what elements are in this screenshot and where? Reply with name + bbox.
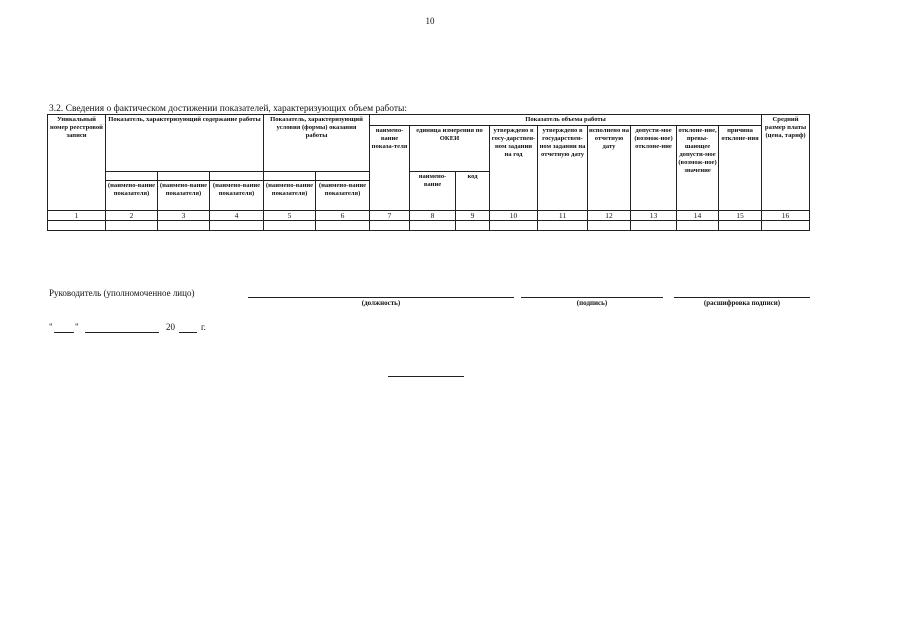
column-number: 10 <box>490 211 538 221</box>
date-year-prefix: 20 <box>166 322 175 332</box>
data-cell[interactable] <box>719 221 762 231</box>
header-allowed-deviation: допусти-мое (возмож-ное) отклоне-ние <box>631 126 677 211</box>
decoding-caption: (расшифровка подписи) <box>703 299 781 307</box>
header-indicator-name: наимено-вание показа-теля <box>370 126 410 211</box>
header-average-fee: Средний размер платы (цена, тариф) <box>762 115 810 211</box>
column-number: 7 <box>370 211 410 221</box>
signature-caption: (подпись) <box>576 299 608 307</box>
header-registry-number: Уникальный номер реестровой записи <box>48 115 106 211</box>
column-number: 9 <box>456 211 490 221</box>
date-year-suffix: г. <box>201 322 206 332</box>
decoding-line[interactable] <box>674 297 810 298</box>
header-sub-indicator: (наимено-вание показателя) <box>106 181 158 211</box>
header-condition-indicator: Показатель, характеризующий условия (формы) оказания работы <box>264 115 370 172</box>
column-number: 2 <box>106 211 158 221</box>
column-number: 16 <box>762 211 810 221</box>
date-open-quote: " <box>49 322 53 332</box>
data-cell[interactable] <box>264 221 316 231</box>
data-cell[interactable] <box>316 221 370 231</box>
header-sub-indicator: (наимено-вание показателя) <box>264 181 316 211</box>
header-executed-date: исполнено на отчетную дату <box>588 126 631 211</box>
header-sub-indicator: (наимено-вание показателя) <box>316 181 370 211</box>
column-number: 5 <box>264 211 316 221</box>
blank-cell <box>210 172 264 181</box>
header-content-indicator: Показатель, характеризующий содержание работы <box>106 115 264 172</box>
data-cell[interactable] <box>588 221 631 231</box>
column-number: 15 <box>719 211 762 221</box>
date-month-line[interactable] <box>85 332 159 333</box>
column-number: 13 <box>631 211 677 221</box>
column-number: 1 <box>48 211 106 221</box>
header-approved-date: утверждено в государствен-ном задании на отчетную дату <box>538 126 588 211</box>
column-number: 3 <box>158 211 210 221</box>
data-cell[interactable] <box>158 221 210 231</box>
data-cell[interactable] <box>410 221 456 231</box>
page-number: 10 <box>425 16 435 26</box>
signature-label: Руководитель (уполномоченное лицо) <box>49 288 195 298</box>
data-cell[interactable] <box>631 221 677 231</box>
date-year-line[interactable] <box>179 332 197 333</box>
section-title: 3.2. Сведения о фактическом достижении показателей, характеризующих объем работы: <box>49 104 408 114</box>
header-sub-indicator: (наимено-вание показателя) <box>210 181 264 211</box>
header-unit-code: код <box>456 172 490 211</box>
header-sub-indicator: (наимено-вание показателя) <box>158 181 210 211</box>
data-cell[interactable] <box>762 221 810 231</box>
data-cell[interactable] <box>106 221 158 231</box>
column-number: 12 <box>588 211 631 221</box>
data-cell[interactable] <box>370 221 410 231</box>
position-caption: (должность) <box>361 299 401 307</box>
table-row <box>48 221 810 231</box>
footnote-rule <box>388 376 464 377</box>
blank-cell <box>316 172 370 181</box>
blank-cell <box>158 172 210 181</box>
date-day-line[interactable] <box>54 332 74 333</box>
date-close-quote: " <box>75 322 79 332</box>
blank-cell <box>264 172 316 181</box>
data-cell[interactable] <box>538 221 588 231</box>
column-number: 4 <box>210 211 264 221</box>
column-number: 11 <box>538 211 588 221</box>
blank-cell <box>106 172 158 181</box>
header-volume-indicator: Показатель объема работы <box>370 115 762 126</box>
column-number: 8 <box>410 211 456 221</box>
column-number: 6 <box>316 211 370 221</box>
data-cell[interactable] <box>48 221 106 231</box>
data-cell[interactable] <box>490 221 538 231</box>
header-excess-deviation: отклоне-ние, превы-шающее допусти-мое (возмож-ное) значение <box>677 126 719 211</box>
work-volume-table <box>47 114 810 231</box>
signature-line[interactable] <box>521 297 663 298</box>
data-cell[interactable] <box>677 221 719 231</box>
header-deviation-reason: причина отклоне-ния <box>719 126 762 211</box>
header-unit-name: наимено-вание <box>410 172 456 211</box>
position-line[interactable] <box>248 297 514 298</box>
data-cell[interactable] <box>456 221 490 231</box>
column-number: 14 <box>677 211 719 221</box>
header-okei-unit: единица измерения по ОКЕИ <box>410 126 490 172</box>
data-cell[interactable] <box>210 221 264 231</box>
header-approved-year: утверждено в госу-дарствен-ном задании на год <box>490 126 538 211</box>
